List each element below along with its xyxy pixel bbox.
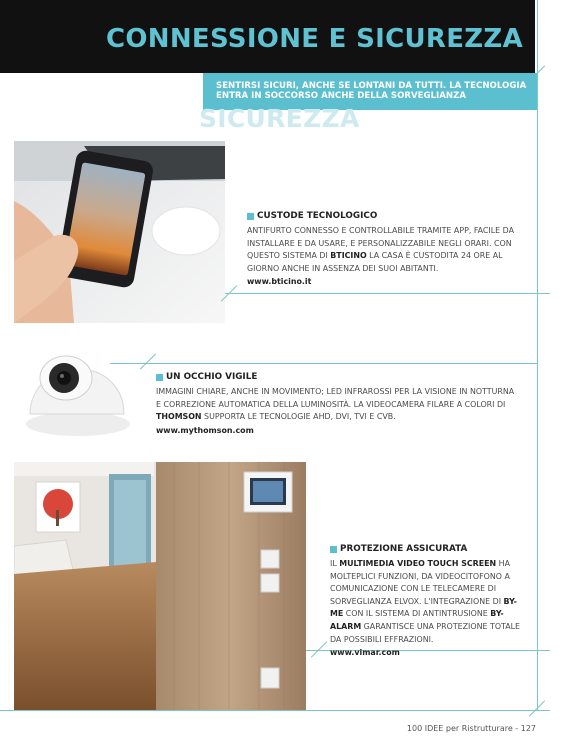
interior-touchscreen-photo xyxy=(14,462,306,710)
article-link[interactable]: www.bticino.it xyxy=(247,277,312,287)
article-occhio xyxy=(156,372,516,435)
article-heading: PROTEZIONE ASSICURATA xyxy=(340,544,468,554)
bullet-square-icon xyxy=(156,374,163,381)
intro-text: SENTIRSI SICURI, ANCHE SE LONTANI DA TUTTI. LA TECNOLOGIA ENTRA IN SOCCORSO ANCHE DELLA SORVEGLIANZA xyxy=(216,81,527,101)
article-link[interactable]: www.mythomson.com xyxy=(156,425,254,435)
brand-name: THOMSON xyxy=(156,412,202,422)
article-body: IMMAGINI CHIARE, ANCHE IN MOVIMENTO; LED INFRAROSSI PER LA VISIONE IN NOTTURNA E CORREZIONE AUTOMATICA DELLA LUMINOSITÀ. LA VIDEOCAMERA FILARE A COLORI DI THOMSON SUPPORTA LE TECNOLOGIE AHD, DVI, TVI E CVB. xyxy=(156,387,515,422)
article-body: ANTIFURTO CONNESSO E CONTROLLABILE TRAMITE APP, FACILE DA INSTALLARE E DA USARE, E PERSONALIZZABILE NEGLI ORARI. CON QUESTO SISTEMA DI BTICINO LA CASA È CUSTODITA 24 ORE AL GIORNO ANCHE IN ASSENZA DEI SUOI ABITANTI. xyxy=(247,226,514,273)
brand-name: BTICINO xyxy=(330,251,367,261)
brand-name: MULTIMEDIA VIDEO TOUCH SCREEN xyxy=(339,559,497,568)
guide-line-bottom xyxy=(0,710,550,711)
brand-name: BY-ALARM xyxy=(330,609,504,631)
article-link[interactable]: www.vimar.com xyxy=(330,648,400,658)
article-heading: CUSTODE TECNOLOGICO xyxy=(257,211,378,221)
page-title: CONNESSIONE E SICUREZZA xyxy=(105,24,523,54)
page-number: 100 IDEE per Ristrutturare - 127 xyxy=(406,724,536,733)
guide-tick xyxy=(140,353,156,369)
article-body: IL MULTIMEDIA VIDEO TOUCH SCREEN HA MOLTEPLICI FUNZIONI, DA VIDEOCITOFONO A COMUNICAZIONE CON LE TELECAMERE DI SORVEGLIANZA ELVOX. L'INTEGRAZIONE DI BY-ME CON IL SISTEMA DI ANTINTRUSIONE BY-ALARM GARANTISCE UNA PROTEZIONE TOTALE DA POSSIBILI EFFRAZIONI. xyxy=(330,559,521,644)
dome-camera-photo xyxy=(20,344,135,440)
guide-line xyxy=(225,293,550,294)
smartphone-photo xyxy=(14,141,225,323)
article-protezione xyxy=(330,544,530,657)
guide-line xyxy=(110,363,538,364)
guide-line-right xyxy=(537,0,538,710)
section-ghost-title: SICUREZZA xyxy=(199,104,360,133)
article-heading: UN OCCHIO VIGILE xyxy=(166,372,258,382)
brand-name: BY-ME xyxy=(330,596,517,619)
article-custode xyxy=(247,211,522,286)
bullet-square-icon xyxy=(247,213,254,220)
bullet-square-icon xyxy=(330,546,337,553)
